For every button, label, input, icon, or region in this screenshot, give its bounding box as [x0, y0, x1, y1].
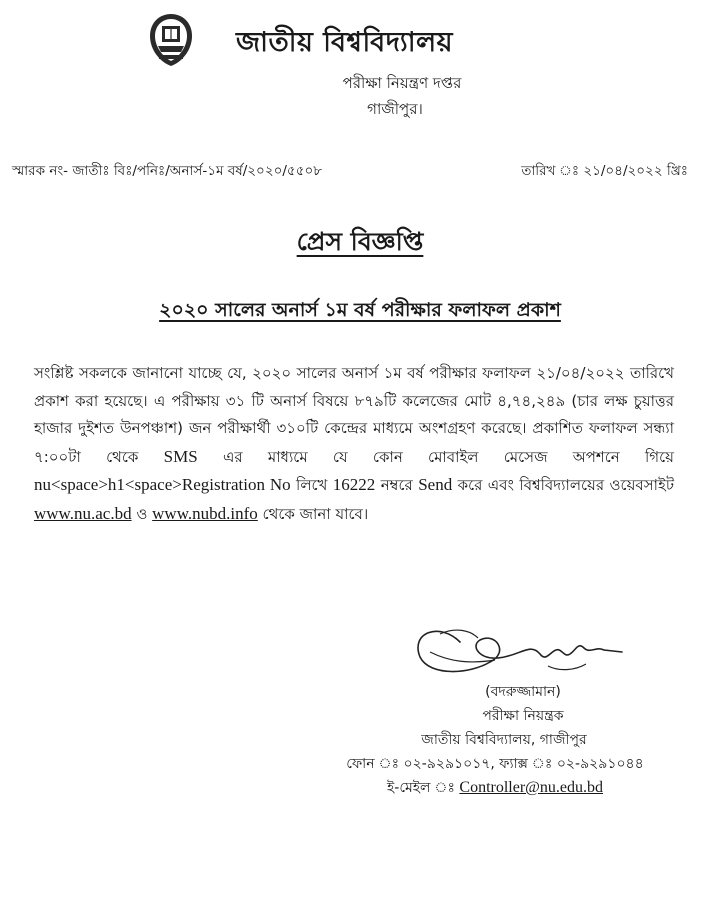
body-text-7: থেকে জানা যাবে। — [257, 504, 369, 523]
email-address-link[interactable]: Controller@nu.edu.bd — [459, 779, 603, 796]
body-text-2: এর মাধ্যমে যে কোন মোবাইল মেসেজ অপশনে গিয়ে — [197, 447, 674, 466]
signatory-phone-fax: ফোন ঃ ০২-৯২৯১০১৭, ফ্যাক্স ঃ ০২-৯২৯১০৪৪ — [346, 756, 644, 772]
memo-reference: স্মারক নং- জাতীঃ বিঃ/পনিঃ/অনার্স-১ম বর্ষ/২০২০/৫৫০৮ — [12, 163, 322, 179]
body-text-4: নম্বরে — [375, 476, 419, 495]
website-link-nubd-info[interactable]: www.nubd.info — [152, 503, 258, 523]
send-word: Send — [418, 475, 453, 495]
website-link-nu-ac-bd[interactable]: www.nu.ac.bd — [34, 503, 132, 523]
shortcode: 16222 — [332, 475, 376, 495]
body-text-6: ও — [131, 504, 153, 523]
signatory-name: (বদরুজ্জামান) — [485, 684, 561, 700]
signature-block — [330, 680, 660, 800]
memo-date: তারিখ ঃ ২১/০৪/২০২২ খ্রিঃ — [521, 163, 688, 179]
university-name: জাতীয় বিশ্ববিদ্যালয় — [236, 27, 454, 58]
university-crest-icon — [146, 12, 196, 68]
office-name: পরীক্ষা নিয়ন্ত্রণ দপ্তর — [342, 74, 462, 92]
handwritten-signature — [400, 612, 640, 688]
office-city: গাজীপুর। — [367, 100, 423, 118]
press-release-title: প্রেস বিজ্ঞপ্তি — [296, 227, 424, 256]
headline: ২০২০ সালের অনার্স ১ম বর্ষ পরীক্ষার ফলাফল প্রকাশ — [159, 299, 561, 321]
sms-format: nu<space>h1<space>Registration No — [34, 475, 291, 495]
signatory-organization: জাতীয় বিশ্ববিদ্যালয়, গাজীপুর — [421, 732, 587, 748]
sms-label: SMS — [163, 446, 198, 466]
signatory-title: পরীক্ষা নিয়ন্ত্রক — [482, 708, 564, 724]
body-text-1: সংশ্লিষ্ট সকলকে জানানো যাচ্ছে যে, ২০২০ সালের অনার্স ১ম বর্ষ পরীক্ষার ফলাফল ২১/০৪/২০২২ তারিখে প্রকাশ করা হয়েছে। এ পরীক্ষায় ৩১ টি অনার্স বিষয়ে ৮৭৯টি কলেজের মোট ৪,৭৪,২৪৯ (চার লক্ষ চুয়াত্তর হাজার দুইশত উনপঞ্চাশ) জন পরীক্ষার্থী ৩১০টি কেন্দ্রের মাধ্যমে অংশগ্রহণ করেছে। প্রকাশিত ফলাফল সন্ধ্যা ৭:০০টা থেকে — [34, 364, 674, 466]
body-text-3: লিখে — [290, 476, 333, 495]
email-label: ই-মেইল ঃ — [386, 780, 455, 796]
signatory-email-row — [330, 776, 660, 800]
body-text-5: করে এবং বিশ্ববিদ্যালয়ের ওয়েবসাইট — [452, 476, 675, 495]
body-paragraph — [34, 360, 674, 529]
